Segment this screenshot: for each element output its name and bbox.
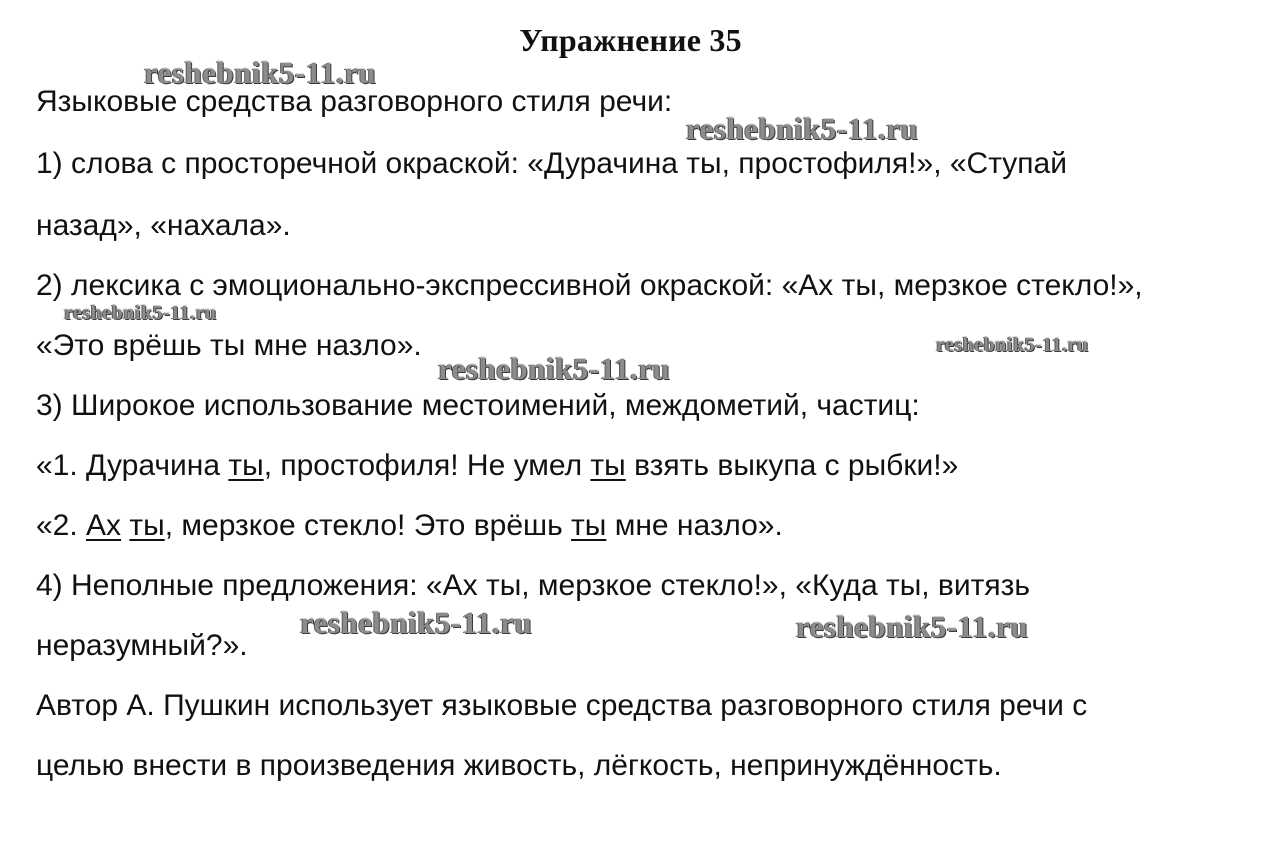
point-3-line-1: 3) Широкое использование местоимений, междометий, частиц: bbox=[36, 389, 920, 422]
point-4-line-2: неразумный?». bbox=[36, 629, 248, 662]
example-2-line bbox=[36, 508, 783, 544]
example-2-text-a: «2. bbox=[36, 509, 87, 542]
point-4-line-1: 4) Неполные предложения: «Ах ты, мерзкое стекло!», «Куда ты, витязь bbox=[36, 569, 1030, 602]
conclusion-line-2: целью внести в произведения живость, лёгкость, непринуждённость. bbox=[36, 749, 1002, 782]
conclusion-line-1: Автор А. Пушкин использует языковые средства разговорного стиля речи с bbox=[36, 689, 1088, 722]
watermark-text: reshebnik5-11.ru bbox=[438, 351, 671, 386]
watermark-text: reshebnik5-11.ru bbox=[796, 609, 1029, 644]
point-1-line-2: назад», «нахала». bbox=[36, 209, 291, 242]
underlined-pronoun: ты bbox=[590, 449, 626, 482]
underlined-pronoun: ты bbox=[571, 509, 607, 542]
watermark-text: reshebnik5-11.ru bbox=[686, 111, 919, 146]
point-2-line-1: 2) лексика с эмоционально-экспрессивной окраской: «Ах ты, мерзкое стекло!», bbox=[36, 269, 1143, 302]
underlined-pronoun: ты bbox=[129, 509, 165, 542]
watermark-text: reshebnik5-11.ru bbox=[144, 55, 377, 90]
underlined-pronoun: ты bbox=[228, 449, 264, 482]
watermark-text: reshebnik5-11.ru bbox=[64, 302, 217, 324]
example-1-line bbox=[36, 448, 958, 484]
point-1-line-1: 1) слова с просторечной окраской: «Дурачина ты, простофиля!», «Ступай bbox=[36, 147, 1067, 180]
watermark-text: reshebnik5-11.ru bbox=[300, 605, 533, 640]
watermark-text: reshebnik5-11.ru bbox=[936, 334, 1089, 356]
point-2-line-2: «Это врёшь ты мне назло». bbox=[36, 329, 422, 362]
example-1-text-b: , простофиля! Не умел bbox=[263, 449, 591, 482]
example-2-text-c: мне назло». bbox=[606, 509, 783, 542]
intro-line: Языковые средства разговорного стиля речи: bbox=[36, 85, 673, 118]
underlined-interjection: Ах bbox=[86, 509, 122, 542]
exercise-title: Упражнение 35 bbox=[519, 22, 742, 58]
example-1-text-a: «1. Дурачина bbox=[36, 449, 229, 482]
example-2-text-b: , мерзкое стекло! Это врёшь bbox=[164, 509, 572, 542]
example-1-text-c: взять выкупа с рыбки!» bbox=[625, 449, 959, 482]
